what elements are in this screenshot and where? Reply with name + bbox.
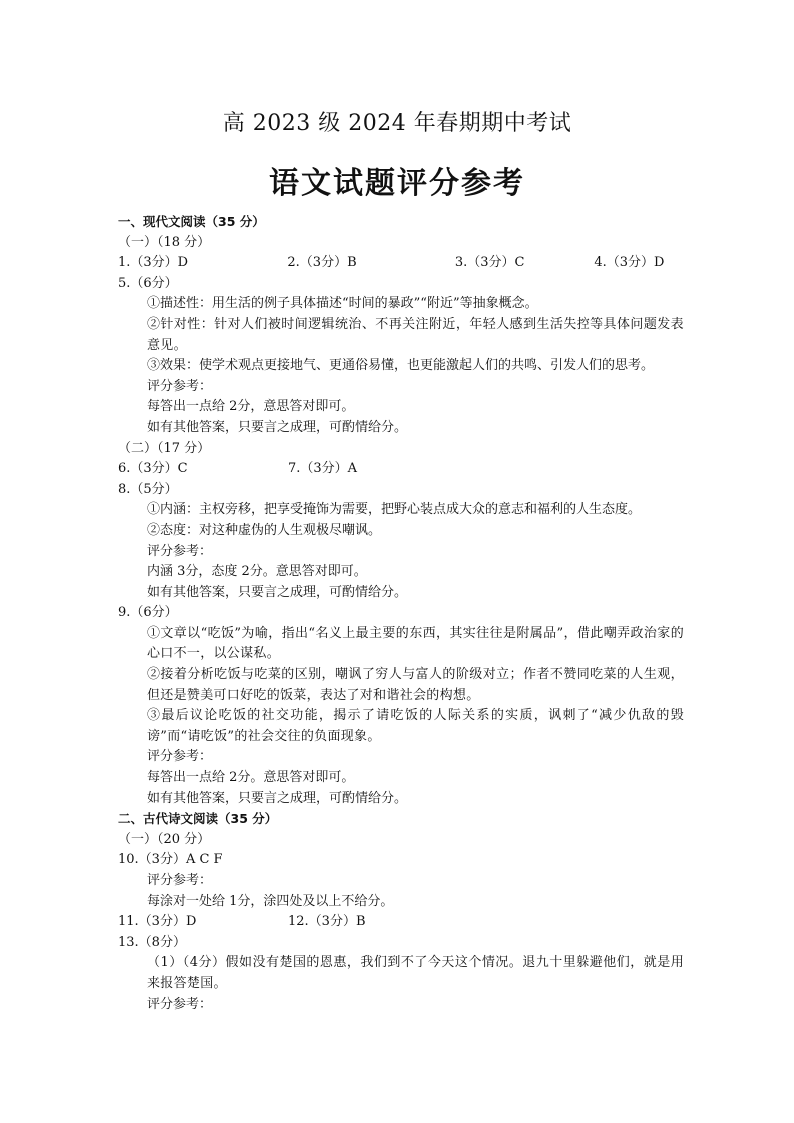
rubric-text: 每答出一点给 2分。意思答对即可。 — [147, 770, 355, 786]
answer-q12: 12.（3分）B — [288, 914, 366, 930]
answer-q1: 1.（3分）D — [118, 255, 189, 271]
question-label: 10.（3分）A C F — [118, 852, 223, 868]
answer-row — [118, 253, 684, 274]
part-heading: （一）（18 分） — [118, 234, 211, 250]
rubric-text: 如有其他答案，只要言之成理，可酌情给分。 — [147, 419, 408, 435]
question-label: 8.（5分） — [118, 481, 178, 497]
section-heading: 一、现代文阅读（35 分） — [118, 214, 265, 229]
answer-point: ②态度：对这种虚伪的人生观极尽嘲讽。 — [147, 522, 382, 538]
answer-point: ①内涵：主权旁移，把享受掩饰为需要，把野心装点成大众的意志和福利的人生态度。 — [147, 502, 642, 518]
answer-point: ②针对性：针对人们被时间逻辑统治、不再关注附近，年轻人感到生活失控等具体问题发表意见。 — [147, 316, 684, 353]
rubric-text: 如有其他答案，只要言之成理，可酌情给分。 — [147, 790, 408, 806]
document-title: 语文试题评分参考 — [269, 166, 525, 201]
rubric-text: 每答出一点给 2分，意思答对即可。 — [147, 399, 355, 415]
rubric-label: 评分参考： — [147, 749, 213, 765]
answer-point: （1）（4分）假如没有楚国的恩惠，我们到不了今天这个情况。退九十里躲避他们，就是用来报答楚国。 — [147, 955, 684, 991]
rubric-text: 如有其他答案，只要言之成理，可酌情给分。 — [147, 584, 408, 600]
answer-point: ③最后议论吃饭的社交功能，揭示了请吃饭的人际关系的实质，讽刺了“减少仇敌的毁谤”而“请吃饭”的社会交往的负面现象。 — [147, 708, 684, 744]
part-heading: （二）（17 分） — [118, 440, 211, 456]
rubric-label: 评分参考： — [147, 543, 213, 559]
answer-row — [118, 912, 684, 933]
question-label: 5.（6分） — [118, 275, 178, 291]
answer-q11: 11.（3分）D — [118, 914, 197, 930]
rubric-text: 每涂对一处给 1分，涂四处及以上不给分。 — [147, 893, 394, 909]
rubric-text: 内涵 3分，态度 2分。意思答对即可。 — [147, 564, 367, 580]
answer-q6: 6.（3分）C — [118, 461, 188, 477]
rubric-label: 评分参考： — [147, 873, 213, 888]
question-label: 9.（6分） — [118, 605, 178, 621]
answer-point: ①描述性：用生活的例子具体描述“时间的暴政”“附近”等抽象概念。 — [147, 296, 538, 312]
rubric-label: 评分参考： — [147, 996, 213, 1012]
answer-point: ②接着分析吃饭与吃菜的区别，嘲讽了穷人与富人的阶级对立；作者不赞同吃菜的人生观，但还是赞美可口好吃的饭菜，表达了对和谐社会的构想。 — [147, 667, 684, 703]
section-heading: 二、古代诗文阅读（35 分） — [118, 811, 278, 827]
answer-row — [118, 459, 684, 480]
answer-q4: 4.（3分）D — [594, 255, 665, 271]
answer-point: ③效果：使学术观点更接地气、更通俗易懂，也更能激起人们的共鸣、引发人们的思考。 — [147, 358, 655, 374]
answer-q2: 2.（3分）B — [287, 255, 357, 271]
question-label: 13.（8分） — [118, 934, 186, 950]
answer-q7: 7.（3分）A — [288, 461, 358, 477]
answer-point: ①文章以“吃饭”为喻，指出“名义上最主要的东西，其实往往是附属品”，借此嘲弄政治家的心口不一，以公谋私。 — [147, 625, 684, 662]
rubric-label: 评分参考： — [147, 378, 213, 394]
part-heading: （一）（20 分） — [118, 831, 211, 847]
answer-q3: 3.（3分）C — [454, 255, 525, 271]
answer-content — [118, 212, 684, 1015]
exam-title: 高 2023 级 2024 年春期期中考试 — [222, 111, 572, 136]
